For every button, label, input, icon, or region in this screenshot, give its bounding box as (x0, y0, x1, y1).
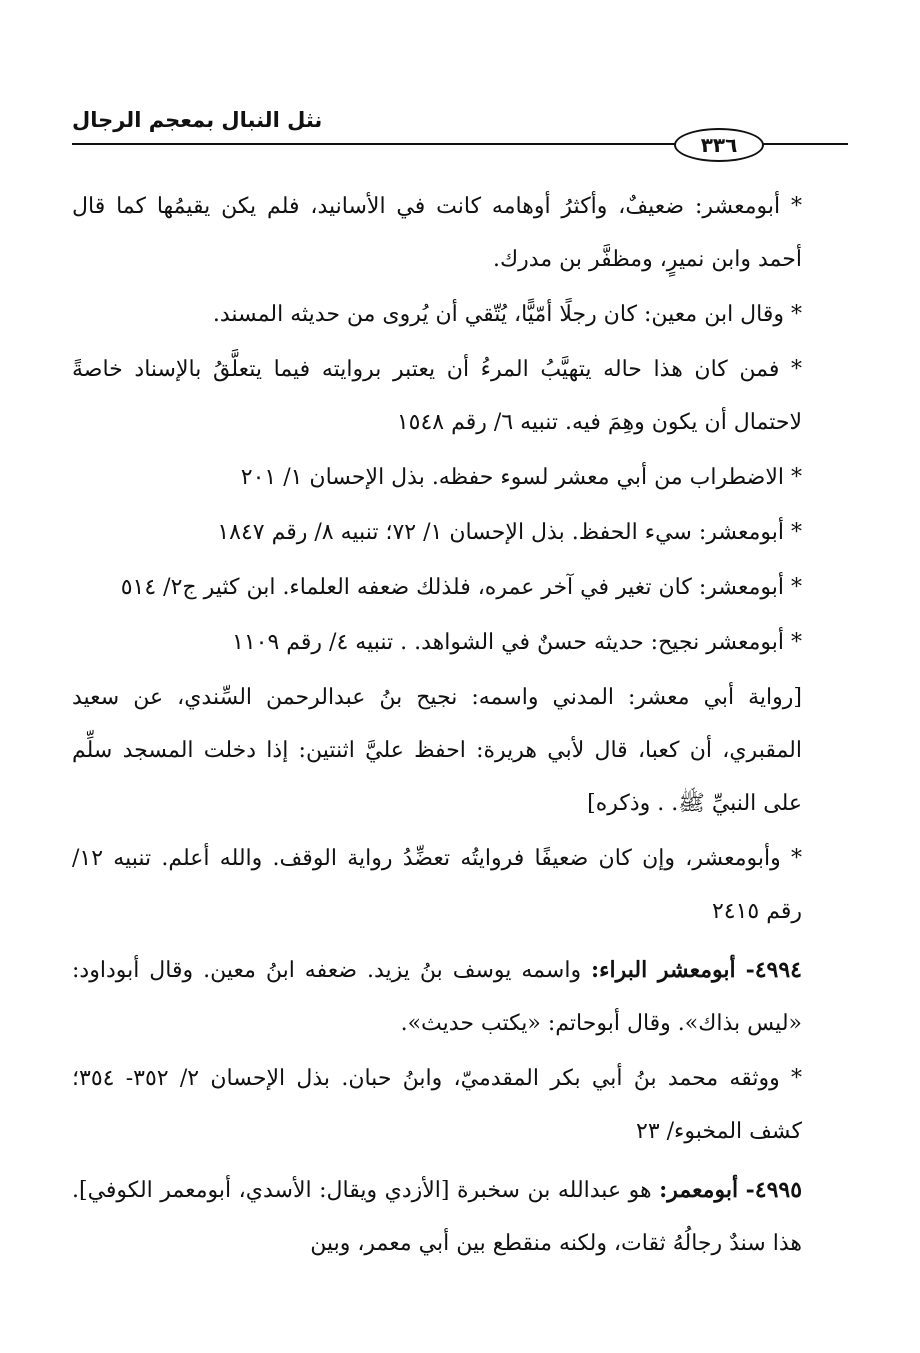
running-header-title: نثل النبال بمعجم الرجال (72, 108, 323, 132)
entry-number: ٤٩٩٥- (745, 1177, 803, 1203)
paragraph: * أبومعشر: سيء الحفظ. بذل الإحسان ١/ ٧٢؛ تنبيه ٨/ رقم ١٨٤٧ (217, 520, 802, 545)
entry-text: واسمه يوسف بنُ يزيد. ضعفه ابنُ معين. وقال أبوداود: «ليس بذاك». وقال أبوحاتم: «يكتب حديث». (72, 958, 802, 1036)
paragraph: * أبومعشر نجيح: حديثه حسنٌ في الشواهد. . تنبيه ٤/ رقم ١١٠٩ (232, 630, 802, 655)
paragraph: * ووثقه محمد بنُ أبي بكر المقدميّ، وابنُ حبان. بذل الإحسان ٢/ ٣٥٢- ٣٥٤؛ كشف المخبوء/ ٢٣ (72, 1066, 802, 1144)
entry-number: ٤٩٩٤- (745, 957, 802, 983)
paragraph: * أبومعشر: كان تغير في آخر عمره، فلذلك ضعفه العلماء. ابن كثير ج٢/ ٥١٤ (120, 575, 802, 600)
entry-paragraph (72, 944, 844, 1050)
paragraph: * فمن كان هذا حاله يتهيَّبُ المرءُ أن يعتبر بروايته فيما يتعلَّقُ بالإسناد خاصةً لاحتمال أن يكون وهِمَ فيه. تنبيه ٦/ رقم ١٥٤٨ (72, 357, 802, 435)
entry-text: هو عبدالله بن سخبرة [الأزدي ويقال: الأسدي، أبومعمر الكوفي]. هذا سندٌ رجالُهُ ثقات، ولكنه منقطع بين أبي معمر، وبين (72, 1178, 802, 1256)
page-number-badge: ٣٣٦ (674, 128, 764, 162)
page-body (72, 180, 844, 1272)
paragraph: [رواية أبي معشر: المدني واسمه: نجيح بنُ عبدالرحمن السِّندي، عن سعيد المقبري، أن كعبا، قال لأبي هريرة: احفظ عليَّ اثنتين: إذا دخلت المسجد سلِّم على النبيِّ ﷺ. . وذكره] (72, 685, 802, 816)
paragraph: * الاضطراب من أبي معشر لسوء حفظه. بذل الإحسان ١/ ٢٠١ (240, 465, 802, 490)
paragraph: * أبومعشر: ضعيفٌ، وأكثرُ أوهامه كانت في الأسانيد، فلم يكن يقيمُها كما قال أحمد وابن نميرٍ، ومظفَّر بن مدرك. (72, 194, 802, 272)
entry-name: أبومعشر البراء: (591, 957, 736, 983)
paragraph: * وأبومعشر، وإن كان ضعيفًا فروايتُه تعضِّدُ رواية الوقف. والله أعلم. تنبيه ١٢/ رقم ٢٤١٥ (72, 846, 802, 924)
paragraph: * وقال ابن معين: كان رجلًا أمّيًّا، يُتّقي أن يُروى من حديثه المسند. (212, 302, 802, 327)
entry-paragraph (72, 1164, 844, 1270)
entry-name: أبومعمر: (659, 1177, 739, 1203)
